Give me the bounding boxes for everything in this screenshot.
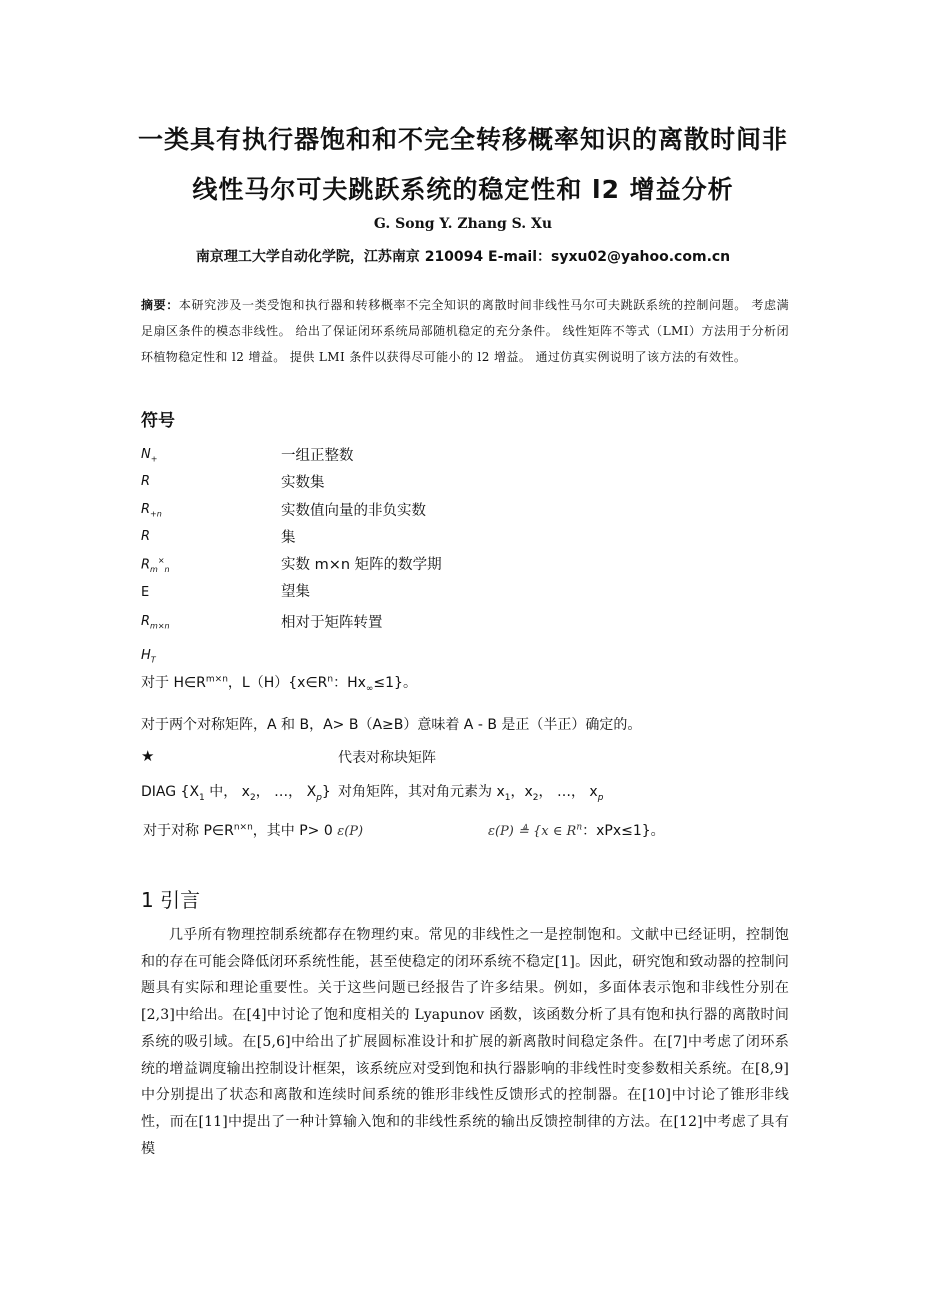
ellipsoid-formula: ε(P) ≜ {x ∈ $R^n$：xPx≤1}。 bbox=[488, 822, 665, 839]
notation-symbol: $H_T$ bbox=[141, 648, 156, 665]
definition-l-set: 对于 $H\in R^{m\times n}$，$L(H)\{x\in R^n$：$Hx_\infty\le 1$}。 bbox=[141, 674, 417, 694]
notation-symbol: $R_{+n}$ bbox=[141, 502, 162, 519]
ellipsoid-formula-fragment: ε(P) bbox=[337, 824, 364, 839]
notation-description: 相对于矩阵转置 bbox=[281, 615, 383, 631]
notation-symbol: $R_m^\times_n$ bbox=[141, 556, 170, 574]
diag-description: 对角矩阵，其对角元素为 $x_1$，$x_2$， …， $x_p$ bbox=[338, 784, 604, 803]
authors: G. Song Y. Zhang S. Xu bbox=[373, 216, 553, 232]
paper-title-line-1: 一类具有执行器饱和和不完全转移概率知识的离散时间非 bbox=[137, 125, 788, 154]
notation-symbol: R bbox=[141, 474, 151, 489]
section-heading-introduction: 1 引言 bbox=[141, 888, 201, 912]
notation-description: 望集 bbox=[281, 584, 310, 600]
star-icon: ★ bbox=[141, 747, 155, 765]
notation-description: 实数集 bbox=[281, 475, 325, 491]
introduction-paragraph: 几乎所有物理控制系统都存在物理约束。常见的非线性之一是控制饱和。文献中已经证明，控制饱和的存在可能会降低闭环系统性能，甚至使稳定的闭环系统不稳定[1]。因此，研究饱和致动器的控制问题具有实际和理论重要性。关于这些问题已经报告了许多结果。例如，多面体表示饱和非线性分别在[2,3]中给出。在[4]中讨论了饱和度相关的 Lyapunov 函数，该函数分析了具有饱和执行器的离散时间系统的吸引域。在[5,6]中给出了扩展圆标准设计和扩展的新离散时间稳定条件。在[7]中考虑了闭环系统的增益调度输出控制设计框架，该系统应对受到饱和执行器影响的非线性时变参数相关系统。在[8,9]中分别提出了状态和离散和连续时间系统的锥形非线性反馈形式的控制器。在[10]中讨论了锥形非线性，而在[11]中提出了一种计算输入饱和的非线性系统的输出反馈控制律的方法。在[12]中考虑了具有模 bbox=[141, 927, 789, 1157]
definition-ellipsoid: 对于对称 $P\in R^{n\times n}$，其中 P> 0 ε(P) bbox=[143, 822, 364, 839]
notation-description: 集 bbox=[281, 530, 296, 546]
paper-title-line-2: 线性马尔可夫跳跃系统的稳定性和 l2 增益分析 bbox=[192, 175, 734, 204]
star-description: 代表对称块矩阵 bbox=[338, 750, 436, 766]
abstract bbox=[141, 292, 789, 370]
notation-heading: 符号 bbox=[141, 411, 175, 431]
diag-symbol: DIAG {$X_1$ 中， $x_2$， …， $X_p$} bbox=[141, 784, 331, 803]
notation-description: 一组正整数 bbox=[281, 448, 354, 464]
definition-matrix-order: 对于两个对称矩阵，A 和 B，A> B（A≥B）意味着 A - B 是正（半正）确定的。 bbox=[141, 717, 642, 733]
affiliation: 南京理工大学自动化学院，江苏南京 210094 E-mail：syxu02@yahoo.com.cn bbox=[195, 249, 731, 265]
notation-symbol: R bbox=[141, 529, 151, 544]
notation-description: 实数值向量的非负实数 bbox=[281, 503, 426, 519]
abstract-label: 摘要： bbox=[141, 298, 179, 312]
abstract-text: 本研究涉及一类受饱和执行器和转移概率不完全知识的离散时间非线性马尔可夫跳跃系统的控制问题。 考虑满足扇区条件的模态非线性。 给出了保证闭环系统局部随机稳定的充分条件。 线性矩阵不等式（LMI）方法用于分析闭环植物稳定性和 l2 增益。 提供 LMI 条件以获得尽可能小的 l2 增益。 通过仿真实例说明了该方法的有效性。 bbox=[141, 298, 789, 364]
notation-symbol: $N_+$ bbox=[141, 447, 158, 464]
notation-symbol: E bbox=[141, 585, 150, 600]
notation-description: 实数 m×n 矩阵的数学期 bbox=[281, 557, 442, 573]
notation-symbol: $R_{m\times n}$ bbox=[141, 614, 170, 631]
